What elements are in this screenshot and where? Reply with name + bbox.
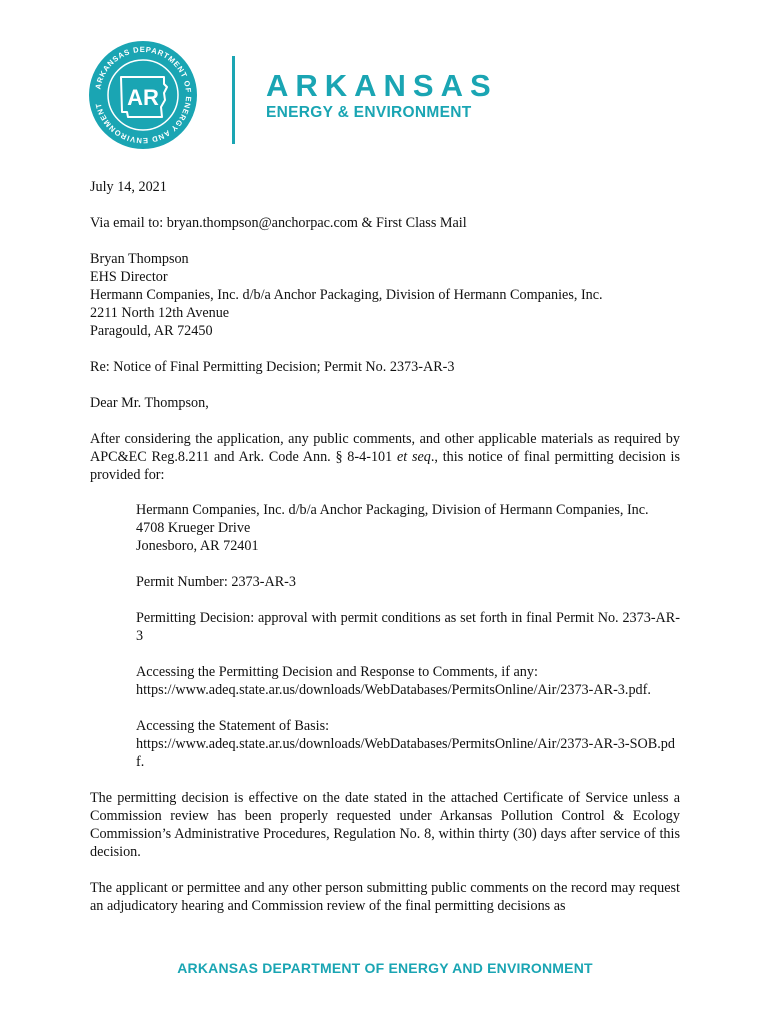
basis-access-label: Accessing the Statement of Basis: xyxy=(136,718,330,734)
request-paragraph: The applicant or permittee and any other person submitting public comments on the record may request an adjudicatory hearing and Commission review of the final permitting decisions as xyxy=(90,880,680,914)
decision-access-url[interactable]: https://www.adeq.state.ar.us/downloads/WebDatabases/PermitsOnline/Air/2373-AR-3.pdf. xyxy=(136,682,651,698)
seal-ar-letters: AR xyxy=(127,85,159,110)
decision-access-label: Accessing the Permitting Decision and Response to Comments, if any: xyxy=(136,664,538,680)
department-seal-logo xyxy=(88,40,198,150)
recipient-company: Hermann Companies, Inc. d/b/a Anchor Packaging, Division of Hermann Companies, Inc. xyxy=(90,287,603,303)
permit-number: Permit Number: 2373-AR-3 xyxy=(136,574,296,590)
footer-department-name: ARKANSAS DEPARTMENT OF ENERGY AND ENVIRONMENT xyxy=(177,960,593,976)
brand-title: ARKANSAS xyxy=(266,68,498,103)
recipient-street: 2211 North 12th Avenue xyxy=(90,305,230,321)
recipient-city: Paragould, AR 72450 xyxy=(90,323,213,339)
recipient-title: EHS Director xyxy=(90,269,168,285)
intro-text-start: After considering the application, any public comments, and other applicable materials as required by APC&EC Reg.8.211 and Ark. Code Ann. § 8-4-101 xyxy=(90,431,680,465)
recipient-name: Bryan Thompson xyxy=(90,251,189,267)
facility-street: 4708 Krueger Drive xyxy=(136,520,251,536)
effective-paragraph: The permitting decision is effective on the date stated in the attached Certificate of Service unless a Commission review has been properly requested under Arkansas Pollution Control & Ecology Commission’s Administrative Procedures, Regulation No. 8, within thirty (30) days after service of this decision. xyxy=(90,790,680,860)
brand-subtitle: ENERGY & ENVIRONMENT xyxy=(266,104,472,121)
delivery-method-text: Via email to: bryan.thompson@anchorpac.com & First Class Mail xyxy=(90,215,467,231)
facility-name: Hermann Companies, Inc. d/b/a Anchor Packaging, Division of Hermann Companies, Inc. xyxy=(136,502,649,518)
subject-line: Re: Notice of Final Permitting Decision; Permit No. 2373-AR-3 xyxy=(90,359,455,375)
letter-date: July 14, 2021 xyxy=(90,179,167,195)
permitting-decision: Permitting Decision: approval with permit conditions as set forth in final Permit No. 2373-AR-3 xyxy=(136,610,680,644)
header-divider xyxy=(232,56,235,144)
intro-italic: et seq xyxy=(396,449,431,465)
delivery-method xyxy=(90,214,680,232)
letter-body xyxy=(90,178,680,915)
facility-city: Jonesboro, AR 72401 xyxy=(136,538,259,554)
salutation: Dear Mr. Thompson, xyxy=(90,395,209,411)
basis-access-url[interactable]: https://www.adeq.state.ar.us/downloads/WebDatabases/PermitsOnline/Air/2373-AR-3-SOB.pdf. xyxy=(136,736,675,770)
seal-ring-text: ARKANSAS DEPARTMENT OF ENERGY AND ENVIRONMENT xyxy=(93,44,194,146)
intro-paragraph xyxy=(90,430,680,484)
intro-text-end: ., this notice of final permitting decision is provided for: xyxy=(90,449,680,483)
